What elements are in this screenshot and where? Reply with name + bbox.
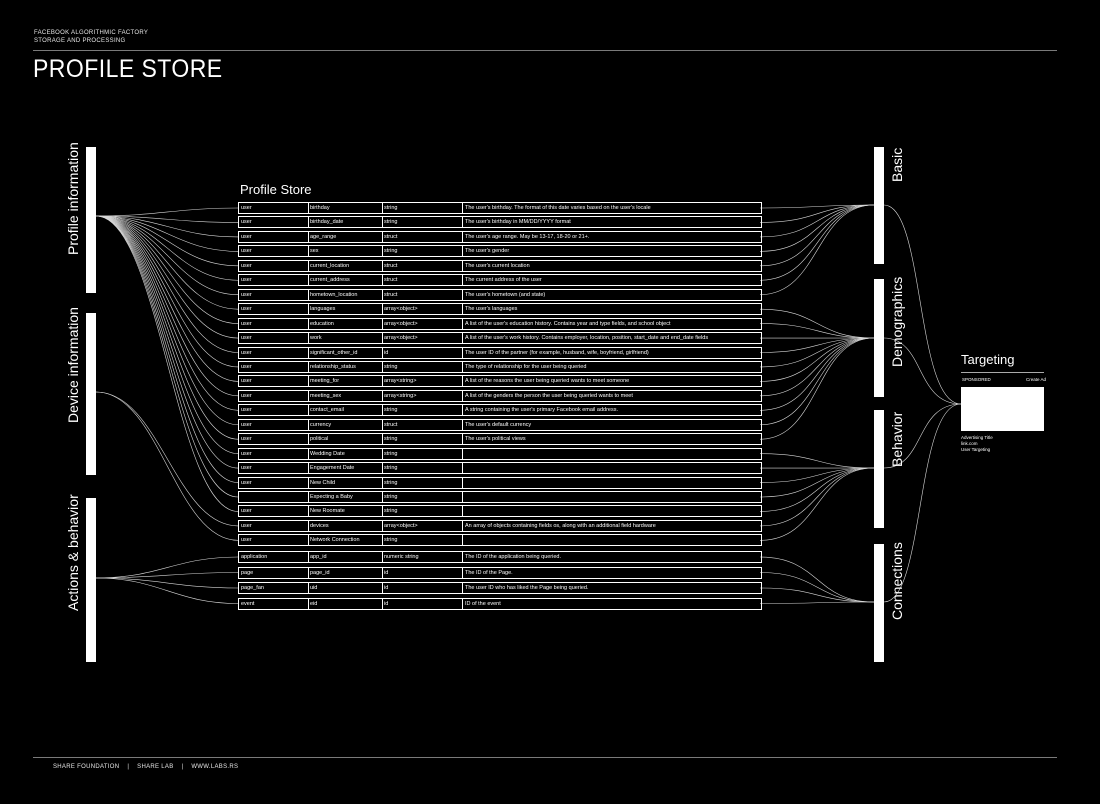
table-cell-entity: user [241,436,252,443]
source-label-device: Device information [65,307,81,423]
table-cell-entity: user [241,335,252,342]
column-divider [382,599,383,609]
table-cell-description: The user ID who has liked the Page being queried. [465,585,589,591]
column-divider [462,319,463,329]
column-divider [462,217,463,227]
table-cell-type: array<string> [384,392,417,399]
table-cell-type: string [384,436,398,443]
table-cell-description: The user's languages [465,306,518,313]
column-divider [462,583,463,593]
column-divider [308,535,309,545]
column-divider [308,333,309,343]
footer-org-2: SHARE LAB [137,764,174,770]
table-cell-entity: user [241,407,252,414]
table-row [238,375,762,387]
table-row [238,303,762,315]
table-row [238,361,762,373]
curve-source-to-row [96,392,238,526]
column-divider [308,246,309,256]
table-cell-field: relationship_status [310,363,356,370]
column-divider [462,391,463,401]
column-divider [308,319,309,329]
column-divider [462,521,463,531]
target-bar-behavior [874,410,884,528]
target-bar-basic [874,147,884,264]
column-divider [382,434,383,444]
table-cell-description: The user's gender [465,248,510,255]
table-cell-field: education [310,320,334,327]
curve-source-to-row [96,216,238,439]
table-row [238,567,762,579]
column-divider [308,492,309,502]
table-cell-type: string [384,248,398,255]
header-supertitle-1: FACEBOOK ALGORITHMIC FACTORY [34,30,149,36]
source-bar-device [86,313,96,475]
curve-row-to-target [760,588,874,602]
table-row [238,462,762,474]
table-cell-type: struct [384,291,398,298]
column-divider [382,391,383,401]
column-divider [308,203,309,213]
table-cell-description: ID of the event [465,600,501,607]
table-cell-entity: page_fan [241,585,264,591]
curve-row-to-target [760,205,874,237]
table-row [238,347,762,359]
column-divider [382,261,383,271]
ad-title: Advertising Title [961,435,993,440]
table-cell-description: A list of the reasons the user being queried wants to meet someone [465,378,630,385]
table-cell-description: A list of the user's work history. Contains employer, location, position, start_date and end_date fields [465,335,709,342]
column-divider [308,478,309,488]
curve-source-to-row [96,578,238,588]
table-cell-type: struct [384,277,398,284]
source-bar-profile [86,147,96,293]
table-cell-type: string [384,494,398,500]
table-cell-type: array<string> [384,378,417,385]
curve-source-to-row [96,578,238,604]
table-cell-entity: user [241,465,252,472]
ad-text: User Targeting [961,447,991,452]
table-cell-type: id [384,600,389,607]
table-row [238,318,762,330]
target-label-demographics: Demographics [889,276,905,367]
table-cell-field: page_id [310,569,330,576]
source-bar-actions [86,498,96,662]
table-cell-field: eid [310,600,318,607]
column-divider [462,535,463,545]
table-cell-field: political [310,436,329,443]
column-divider [462,333,463,343]
curve-row-to-target [760,205,874,251]
table-cell-field: birthday_date [310,219,344,226]
table-row [238,505,762,517]
curve-row-to-target [760,205,874,280]
column-divider [382,449,383,459]
table-cell-type: struct [384,421,398,428]
column-divider [462,552,463,562]
column-divider [382,478,383,488]
curve-row-to-target [760,309,874,338]
table-cell-field: work [310,335,322,342]
table-row [238,245,762,257]
curve-source-to-row [96,216,238,396]
table-cell-field: age_range [310,233,337,240]
column-divider [462,203,463,213]
table-row [238,419,762,431]
column-divider [382,232,383,242]
table-cell-field: birthday [310,205,330,211]
table-cell-entity: user [241,363,252,370]
target-bar-demographics [874,279,884,397]
table-cell-description: The user's birthday in MM/DD/YYYY format [465,219,571,226]
curve-row-to-target [760,338,874,367]
table-cell-description [465,506,759,516]
column-divider [462,434,463,444]
table-cell-entity: event [241,600,255,607]
column-divider [462,420,463,430]
column-divider [462,290,463,300]
table-cell-field: devices [310,522,329,529]
table-row [238,598,762,610]
table-row [238,390,762,402]
table-row [238,448,762,460]
table-cell-type: struct [384,233,398,240]
column-divider [382,376,383,386]
column-divider [382,319,383,329]
table-row [238,491,762,503]
column-divider [462,478,463,488]
table-cell-description: The ID of the application being queried. [465,554,562,560]
footer [53,764,244,770]
column-divider [462,261,463,271]
table-cell-entity: user [241,349,252,356]
table-cell-field: New Roomate [310,508,345,515]
table-cell-entity: user [241,522,252,529]
table-cell-type: string [384,219,398,226]
column-divider [308,348,309,358]
table-cell-type: array<object> [384,335,418,342]
table-cell-entity: user [241,248,252,255]
ad-preview-image [961,387,1044,431]
table-cell-field: sex [310,248,319,255]
column-divider [462,348,463,358]
curve-row-to-target [760,573,874,603]
table-cell-entity: user [241,233,252,240]
table-cell-entity: user [241,219,252,226]
table-cell-field: current_address [310,277,350,284]
curve-source-to-row [96,216,238,454]
table-cell-description [465,478,759,488]
footer-separator-1: | [127,764,130,770]
column-divider [382,217,383,227]
table-cell-field: hometown_location [310,291,358,298]
table-cell-field: uid [310,585,318,591]
table-cell-entity: user [241,450,252,457]
table-row [238,289,762,301]
page-title: PROFILE STORE [33,55,223,83]
column-divider [382,420,383,430]
table-cell-description: A list of the user's education history. Contains year and type fields, and school object [465,320,671,327]
table-cell-description: A list of the genders the person the user being queried wants to meet [465,392,633,399]
column-divider [382,348,383,358]
column-divider [462,599,463,609]
table-cell-field: Engagement Date [310,465,355,472]
table-cell-description [465,449,759,459]
table-cell-field: Wedding Date [310,450,345,457]
table-cell-field: Expecting a Baby [310,494,353,500]
table-cell-description: An array of objects containing fields os, along with an additional field hardware [465,522,656,529]
column-divider [308,568,309,578]
table-cell-type: id [384,569,389,576]
table-cell-field: current_location [310,262,350,269]
column-divider [462,449,463,459]
table-cell-type: string [384,407,398,414]
table-cell-description [465,492,759,502]
column-divider [462,362,463,372]
curve-row-to-target [760,468,874,540]
table-row [238,202,762,214]
table-cell-description: The user's current location [465,262,530,269]
table-cell-type: struct [384,262,398,269]
column-divider [382,333,383,343]
column-divider [382,405,383,415]
table-cell-type: array<object> [384,522,418,529]
column-divider [308,434,309,444]
column-divider [462,275,463,285]
table-cell-description: The user's birthday. The format of this date varies based on the user's locale [465,205,651,211]
column-divider [382,304,383,314]
column-divider [382,290,383,300]
curve-source-to-row [96,216,238,309]
table-cell-entity: user [241,508,252,515]
table-cell-entity: user [241,306,252,313]
column-divider [308,261,309,271]
target-bar-connections [874,544,884,662]
column-divider [308,599,309,609]
column-divider [382,492,383,502]
column-divider [308,552,309,562]
target-label-basic: Basic [889,147,905,182]
target-label-connections: Connections [889,542,905,620]
curve-source-to-row [96,392,238,540]
table-cell-type: array<object> [384,320,418,327]
column-divider [308,362,309,372]
column-divider [382,506,383,516]
table-cell-description: The user's political views [465,436,526,443]
table-row [238,231,762,243]
table-row [238,216,762,228]
curve-source-to-row [96,557,238,578]
table-cell-type: id [384,349,389,356]
source-label-actions: Actions & behavior [65,494,81,611]
table-row [238,534,762,546]
table-cell-entity: user [241,392,252,399]
curve-row-to-target [760,454,874,468]
table-cell-description: The user's hometown (and state) [465,291,546,298]
table-cell-description: A string containing the user's primary Facebook email address. [465,407,618,414]
table-row [238,520,762,532]
table-cell-type: numeric string [384,554,419,560]
table-row [238,332,762,344]
table-row [238,260,762,272]
table-cell-field: New Child [310,479,336,486]
table-cell-entity: user [241,277,252,284]
table-row [238,433,762,445]
column-divider [308,463,309,473]
curve-source-to-row [96,216,238,324]
curve-row-to-target [760,468,874,497]
target-label-behavior: Behavior [889,411,905,467]
table-cell-field: significant_other_id [310,349,358,356]
column-divider [462,492,463,502]
curve-row-to-target [760,468,874,526]
table-cell-entity: user [241,378,252,385]
footer-org-1: SHARE FOUNDATION [53,764,120,770]
table-row [238,477,762,489]
table-cell-description [465,535,759,545]
footer-divider [33,757,1057,758]
table-cell-entity: user [241,262,252,269]
table-cell-entity: user [241,291,252,298]
targeting-divider [961,372,1044,373]
curve-row-to-target [760,338,874,396]
column-divider [382,203,383,213]
table-cell-description: The user's age range. May be 13-17, 18-20 or 21+. [465,233,590,240]
curve-row-to-target [760,324,874,338]
column-divider [462,568,463,578]
table-cell-field: Network Connection [310,537,360,544]
table-cell-type: array<object> [384,306,418,313]
column-divider [382,275,383,285]
profile-store-title: Profile Store [240,182,312,197]
table-cell-entity: user [241,421,252,428]
table-cell-field: contact_email [310,407,344,414]
column-divider [308,376,309,386]
table-cell-description: The user ID of the partner (for example, husband, wife, boyfriend, girlfriend) [465,349,649,356]
column-divider [462,463,463,473]
column-divider [382,535,383,545]
column-divider [462,376,463,386]
column-divider [382,568,383,578]
table-row [238,551,762,563]
curve-row-to-target [760,338,874,410]
column-divider [308,405,309,415]
column-divider [382,463,383,473]
table-cell-field: currency [310,421,332,428]
ad-url: link.com [961,441,978,446]
curve-row-to-target [760,338,874,439]
table-cell-type: id [384,585,389,591]
table-cell-type: string [384,479,398,486]
column-divider [462,405,463,415]
table-cell-entity [241,492,307,502]
column-divider [382,362,383,372]
table-cell-type: string [384,205,398,211]
column-divider [308,521,309,531]
header-supertitle-2: STORAGE AND PROCESSING [34,38,126,44]
table-cell-description: The user's default currency [465,421,532,428]
column-divider [308,290,309,300]
curve-source-to-row [96,216,238,497]
ad-create-link[interactable]: Create Ad [1026,377,1047,382]
table-cell-field: app_id [310,554,327,560]
curve-source-to-row [96,216,238,511]
curve-source-to-row [96,216,238,353]
footer-separator-2: | [181,764,184,770]
table-cell-entity: user [241,479,252,486]
curve-source-to-row [96,216,238,483]
table-cell-entity: page [241,569,254,576]
footer-site: WWW.LABS.RS [191,764,239,770]
column-divider [308,275,309,285]
curve-row-to-target [760,557,874,602]
table-cell-description: The current address of the user [465,277,542,284]
table-row [238,404,762,416]
table-row [238,582,762,594]
targeting-title: Targeting [961,352,1015,367]
column-divider [462,506,463,516]
column-divider [462,304,463,314]
column-divider [382,583,383,593]
table-row [238,274,762,286]
table-cell-field: meeting_sex [310,392,342,399]
table-cell-entity: user [241,205,252,211]
column-divider [382,552,383,562]
source-label-profile: Profile information [65,142,81,255]
curve-row-to-target [760,338,874,425]
table-cell-type: string [384,508,398,515]
table-cell-type: string [384,363,398,370]
table-cell-field: meeting_for [310,378,340,385]
curve-source-to-row [96,216,238,425]
column-divider [382,246,383,256]
column-divider [308,420,309,430]
curve-source-to-row [96,216,238,468]
table-cell-description [465,463,759,473]
table-cell-description: The ID of the Page. [465,569,513,576]
table-cell-type: string [384,537,398,544]
column-divider [308,391,309,401]
ad-sponsored-label: SPONSORED [962,377,991,382]
table-cell-entity: application [241,554,268,560]
column-divider [308,583,309,593]
table-cell-description: The type of relationship for the user being queried [465,363,587,370]
table-cell-type: string [384,450,398,457]
column-divider [308,449,309,459]
column-divider [308,217,309,227]
table-cell-field: languages [310,306,336,313]
curve-source-to-row [96,208,238,216]
curve-source-to-row [96,216,238,410]
table-cell-type: string [384,465,398,472]
column-divider [462,232,463,242]
curve-row-to-target [760,602,874,604]
column-divider [308,232,309,242]
table-cell-entity: user [241,320,252,327]
column-divider [382,521,383,531]
column-divider [308,304,309,314]
column-divider [462,246,463,256]
column-divider [308,506,309,516]
table-cell-entity: user [241,537,252,544]
